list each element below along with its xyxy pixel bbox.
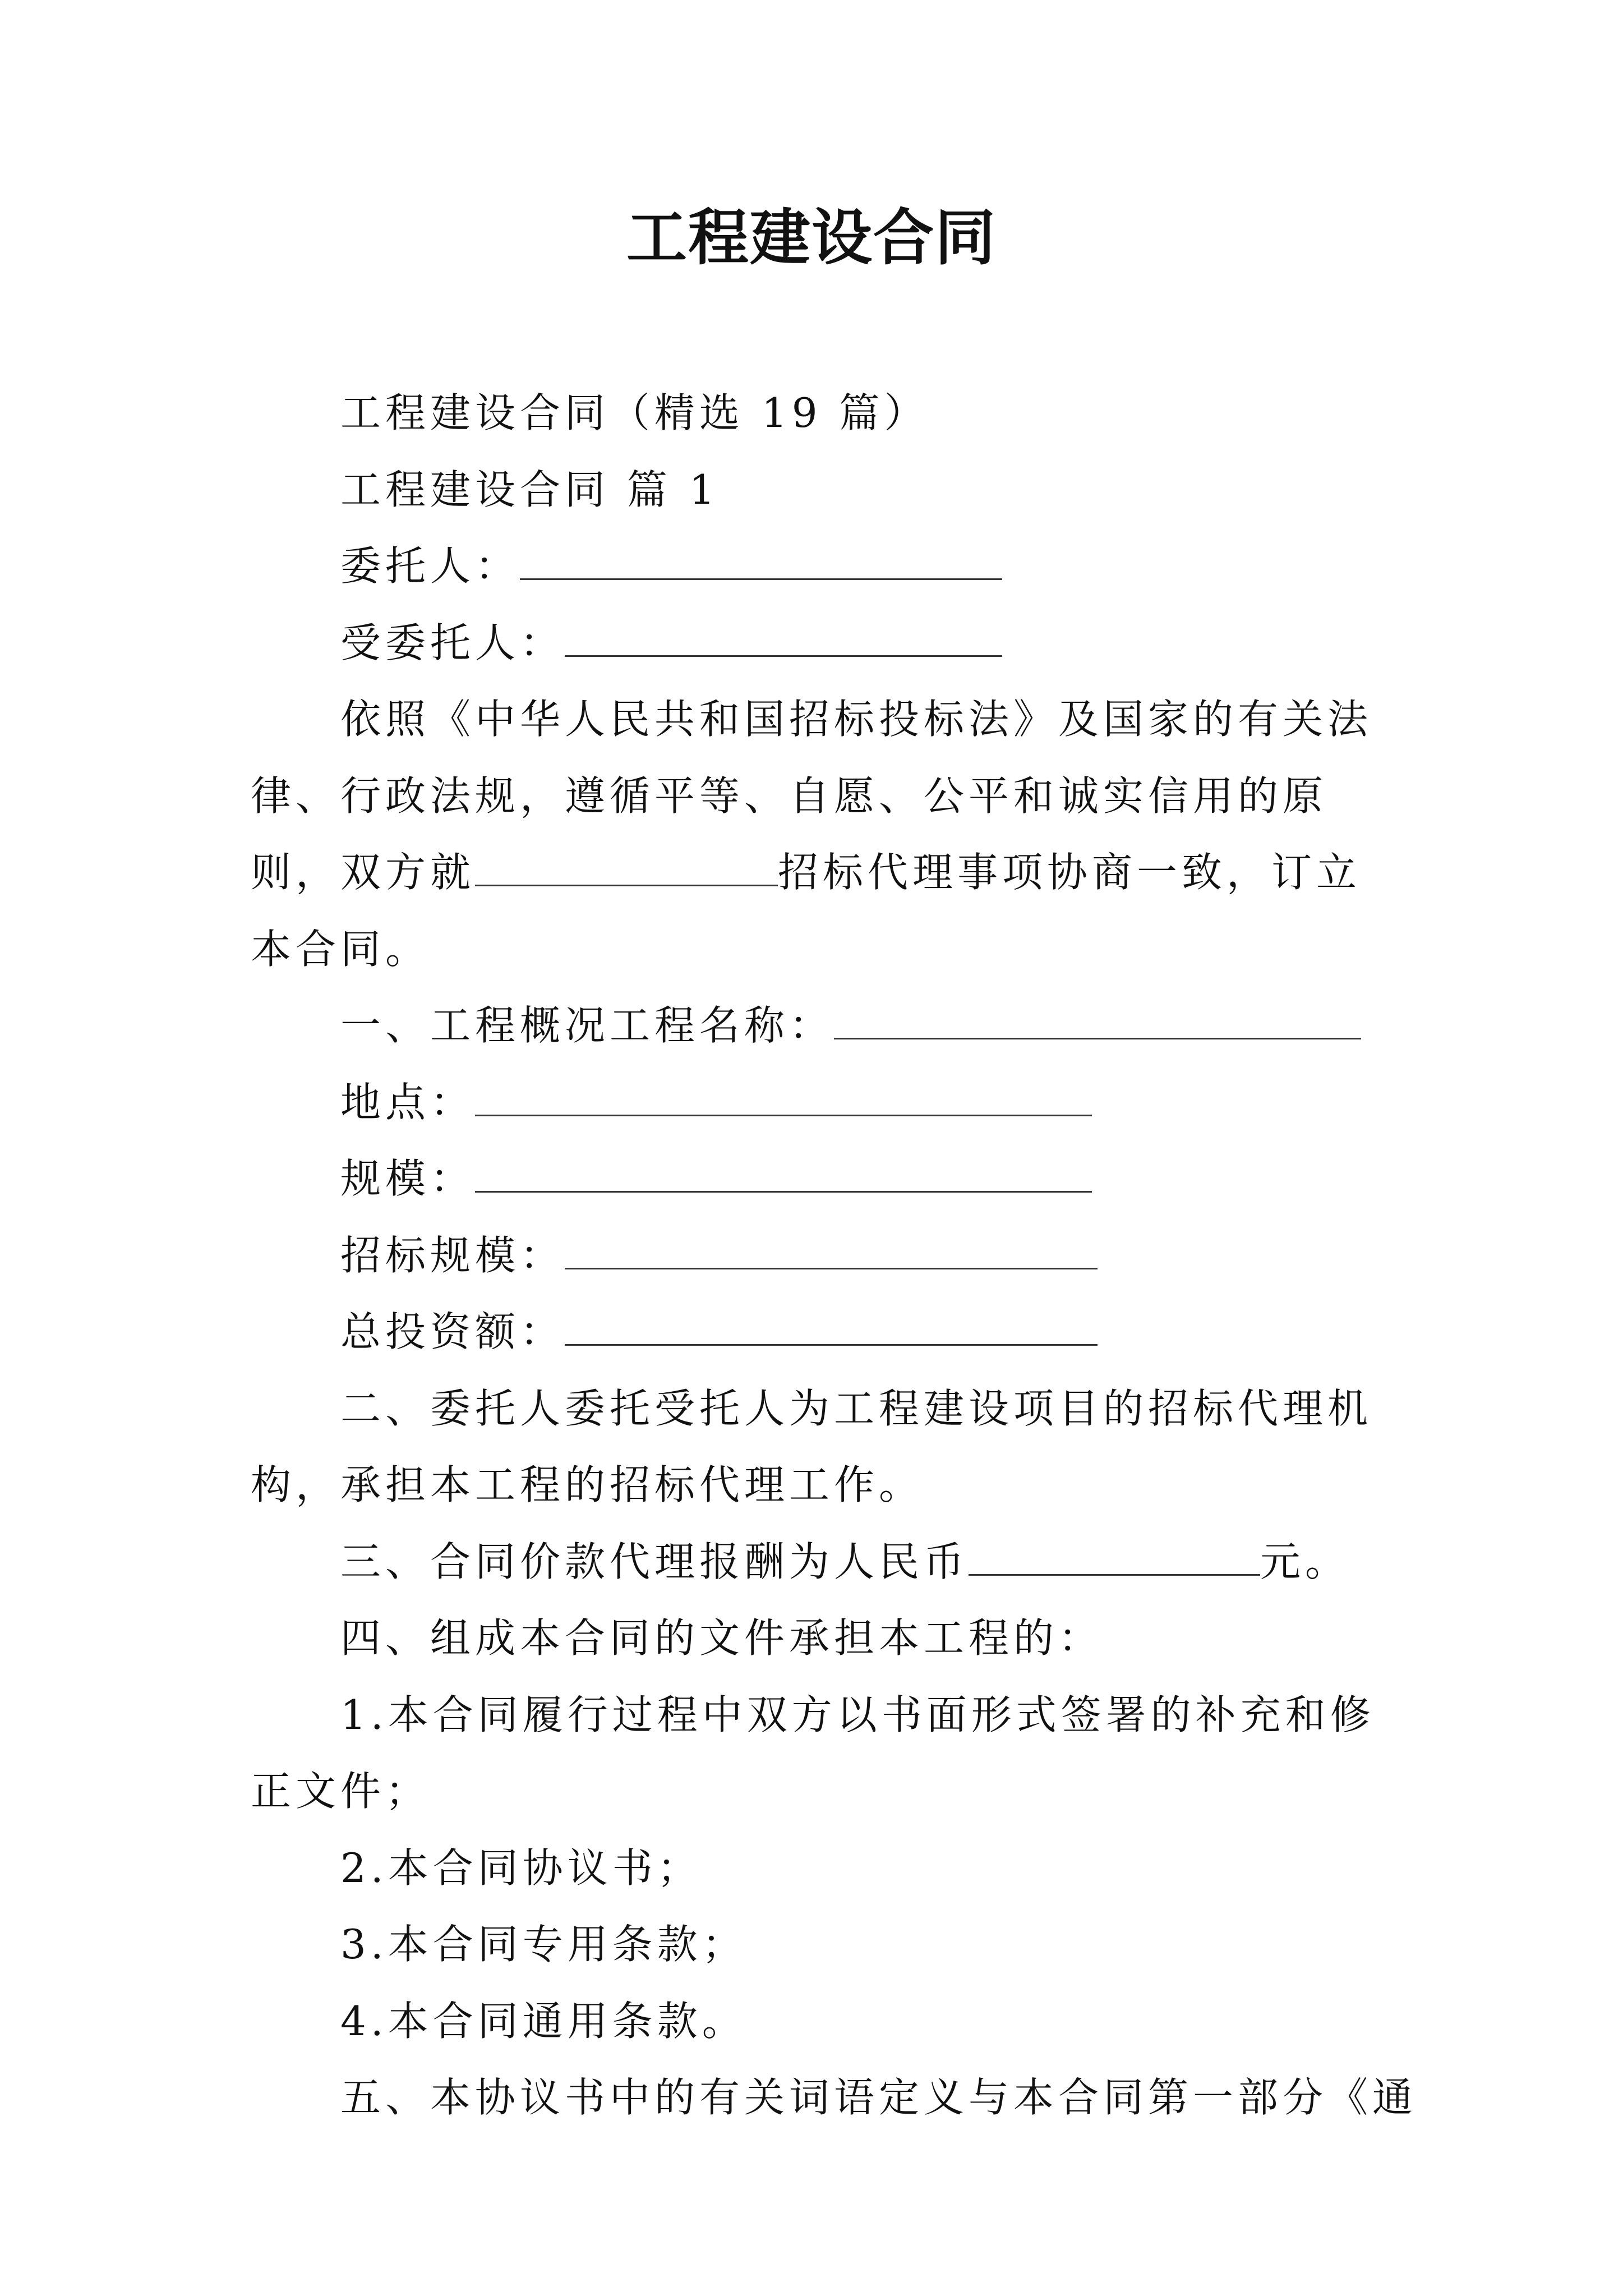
section-5-text: 五、本协议书中的有关词语定义与本合同第一部分《通: [340, 2074, 1418, 2121]
tender-scale-line: [251, 1217, 1389, 1294]
section-4-text: 四、组成本合同的文件承担本工程的：: [340, 1614, 1104, 1662]
location-label: 地点：: [340, 1078, 476, 1126]
section-1-line: [251, 987, 1389, 1064]
fee-blank: [969, 1540, 1260, 1576]
subtitle-text: 工程建设合同（精选 19 篇）: [340, 389, 929, 436]
location-blank: [475, 1081, 1092, 1116]
item-1-text: 1.本合同履行过程中双方以书面形式签署的补充和修正文件；: [251, 1691, 1375, 1815]
basis-paragraph: [251, 681, 1389, 987]
item-4-line: [251, 1983, 1389, 2060]
scale-line: [251, 1140, 1389, 1217]
scale-label: 规模：: [340, 1155, 476, 1202]
basis-text-b: 招标代理事项协商一致，订立本合同。: [251, 849, 1362, 973]
section-2-paragraph: [251, 1370, 1389, 1524]
scale-blank: [475, 1157, 1092, 1193]
section-3-text-b: 元。: [1260, 1538, 1350, 1585]
item-3-line: [251, 1906, 1389, 1983]
client-blank: [520, 545, 1002, 580]
section-1-text: 一、工程概况工程名称：: [340, 1002, 834, 1049]
section-5-line: [251, 2059, 1418, 2136]
tender-scale-label: 招标规模：: [340, 1231, 565, 1279]
project-name-blank: [834, 1004, 1361, 1039]
document-title: 工程建设合同: [626, 203, 997, 273]
client-line: [251, 528, 1389, 605]
agent-line: [251, 605, 1389, 682]
section-3-line: [251, 1524, 1389, 1600]
item-4-text: 4.本合同通用条款。: [340, 1997, 747, 2045]
location-line: [251, 1064, 1389, 1141]
item-2-text: 2.本合同协议书；: [340, 1844, 702, 1892]
chapter-text: 工程建设合同 篇 1: [340, 466, 720, 513]
investment-label: 总投资额：: [340, 1308, 565, 1355]
subtitle-line: [251, 375, 1389, 452]
chapter-line: [251, 452, 1389, 528]
section-3-text-a: 三、合同价款代理报酬为人民币: [340, 1538, 969, 1585]
client-label: 委托人：: [340, 542, 520, 590]
item-3-text: 3.本合同专用条款；: [340, 1921, 747, 1968]
section-4-line: [251, 1600, 1389, 1677]
agent-blank: [565, 622, 1002, 657]
project-blank: [475, 851, 778, 886]
document-body: [251, 375, 1418, 2136]
tender-scale-blank: [565, 1234, 1098, 1269]
investment-blank: [565, 1310, 1098, 1346]
item-2-line: [251, 1830, 1389, 1907]
agent-label: 受委托人：: [340, 619, 565, 666]
basis-text-a: 依照《中华人民共和国招标投标法》及国家的有关法律、行政法规，遵循平等、自愿、公平和诚实信用的原则，双方就: [251, 696, 1373, 896]
investment-line: [251, 1294, 1389, 1370]
item-1-paragraph: [251, 1677, 1389, 1830]
section-2-text: 二、委托人委托受托人为工程建设项目的招标代理机构，承担本工程的招标代理工作。: [251, 1384, 1373, 1508]
